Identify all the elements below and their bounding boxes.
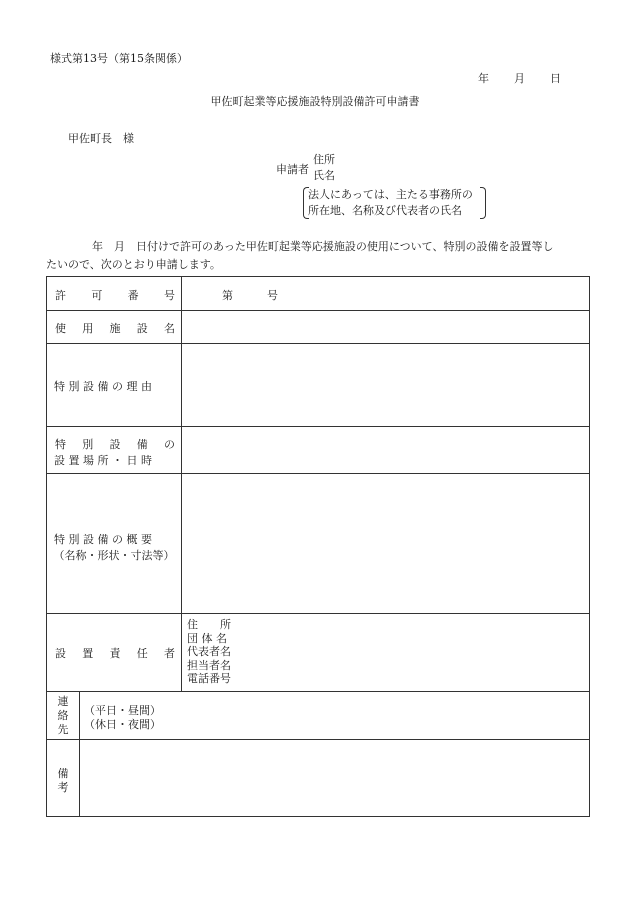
row-divider bbox=[47, 343, 589, 344]
overview-label-line1: 特 別 設 備 の 概 要 bbox=[54, 533, 152, 546]
responsible-address: 住 所 bbox=[187, 618, 231, 631]
overview-label-line2: （名称・形状・寸法等） bbox=[53, 549, 175, 562]
contact-column-divider bbox=[79, 691, 80, 817]
responsible-representative: 代表者名 bbox=[187, 645, 231, 658]
body-line-1: 年 月 日付けで許可のあった甲佐町起業等応援施設の使用について、特別の設備を設置等し bbox=[92, 240, 554, 253]
applicant-label: 申請者 bbox=[276, 163, 309, 176]
place-label-line2: 設 置 場 所 ・ 日 時 bbox=[54, 454, 152, 467]
row-divider bbox=[47, 426, 589, 427]
applicant-name-label: 氏名 bbox=[313, 169, 335, 182]
date-line bbox=[478, 70, 561, 86]
corp-note-bracket-right bbox=[480, 187, 486, 219]
addressee: 甲佐町長 様 bbox=[68, 132, 134, 145]
contact-holiday: （休日・夜間） bbox=[84, 718, 161, 731]
application-table bbox=[46, 276, 590, 817]
form-number: 様式第13号（第15条関係） bbox=[50, 52, 188, 65]
applicant-address-label: 住所 bbox=[313, 153, 335, 166]
place-label-line1: 特 別 設 備 の bbox=[55, 438, 175, 451]
corp-note-line2: 所在地、名称及び代表者の氏名 bbox=[308, 204, 462, 217]
row-divider bbox=[47, 691, 589, 692]
facility-name-label: 使 用 施 設 名 bbox=[55, 322, 175, 335]
contact-label: 連 絡 先 bbox=[57, 695, 69, 736]
corp-note-line1: 法人にあっては、主たる事務所の bbox=[308, 188, 473, 201]
contact-weekday: （平日・昼間） bbox=[84, 704, 161, 717]
remarks-label: 備 考 bbox=[57, 767, 69, 794]
permit-go: 号 bbox=[267, 289, 278, 302]
date-year: 年 bbox=[478, 72, 489, 85]
label-column-divider bbox=[181, 277, 182, 691]
date-month: 月 bbox=[514, 72, 525, 85]
document-title: 甲佐町起業等応援施設特別設備許可申請書 bbox=[210, 95, 420, 108]
reason-label: 特 別 設 備 の 理 由 bbox=[54, 380, 152, 393]
row-divider bbox=[47, 310, 589, 311]
responsible-phone: 電話番号 bbox=[187, 672, 231, 685]
row-divider bbox=[47, 739, 589, 740]
body-line-2: たいので、次のとおり申請します。 bbox=[46, 258, 221, 271]
row-divider bbox=[47, 613, 589, 614]
permit-number-label: 許 可 番 号 bbox=[55, 289, 175, 302]
responsible-fields bbox=[187, 618, 231, 686]
permit-dai: 第 bbox=[222, 289, 233, 302]
date-day: 日 bbox=[550, 72, 561, 85]
responsible-group-name: 団 体 名 bbox=[187, 631, 227, 645]
responsible-label: 設 置 責 任 者 bbox=[55, 647, 175, 660]
responsible-contact-person: 担当者名 bbox=[187, 658, 231, 672]
row-divider bbox=[47, 473, 589, 474]
corp-note bbox=[308, 187, 473, 219]
